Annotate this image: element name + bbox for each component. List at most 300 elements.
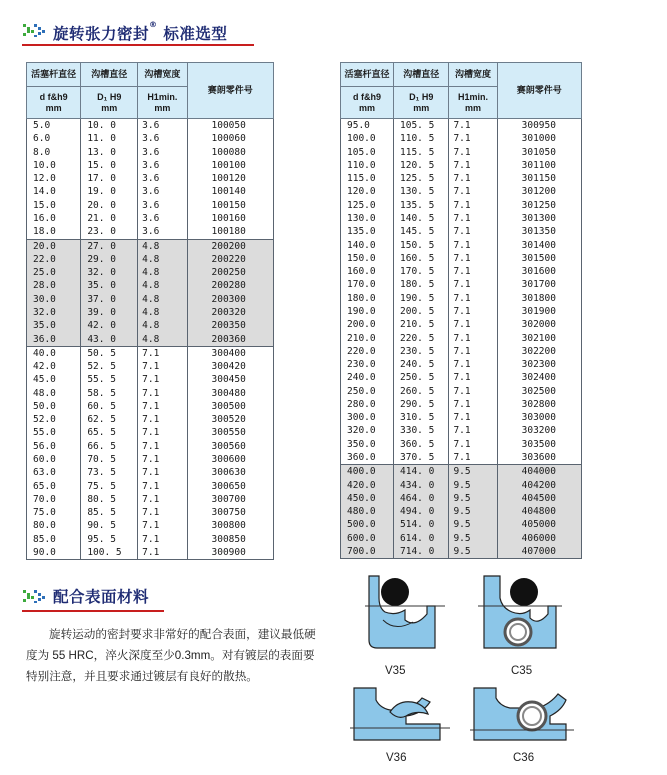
- table-cell: 180. 5: [394, 278, 449, 291]
- table-cell: 400.0: [341, 465, 394, 479]
- header-part-number: 赛朗零件号: [187, 63, 273, 119]
- table-cell: 7.1: [138, 426, 187, 439]
- table-cell: 200250: [187, 266, 273, 279]
- table-cell: 37. 0: [81, 293, 138, 306]
- table-cell: 300800: [187, 519, 273, 532]
- table-row: [27, 239, 274, 253]
- table-cell: 4.8: [138, 253, 187, 266]
- table-cell: 230. 5: [394, 345, 449, 358]
- table-cell: 7.1: [449, 132, 497, 145]
- header-rod-unit: d f&h9 mm: [341, 87, 394, 119]
- table-row: [341, 252, 582, 265]
- header-groove-dia-unit: D₁ H9 mm: [81, 87, 138, 119]
- table-cell: 300950: [497, 119, 581, 133]
- table-row: [27, 266, 274, 279]
- table-row: [341, 278, 582, 291]
- table-cell: 20. 0: [81, 199, 138, 212]
- table-cell: 48.0: [27, 387, 81, 400]
- header-groove-dia-unit: D₁ H9 mm: [394, 87, 449, 119]
- table-cell: 7.1: [449, 199, 497, 212]
- table-cell: 310. 5: [394, 411, 449, 424]
- table-cell: 7.1: [138, 360, 187, 373]
- table-cell: 62. 5: [81, 413, 138, 426]
- table-cell: 210.0: [341, 332, 394, 345]
- table-cell: 494. 0: [394, 505, 449, 518]
- table-row: [341, 345, 582, 358]
- header-rod-diameter: 活塞杆直径: [27, 63, 81, 87]
- table-row: [27, 519, 274, 532]
- table-row: [27, 212, 274, 225]
- table-cell: 9.5: [449, 465, 497, 479]
- table-row: [27, 172, 274, 185]
- table-cell: 614. 0: [394, 532, 449, 545]
- diagram-label-c35: C35: [511, 665, 533, 677]
- table-cell: 130.0: [341, 212, 394, 225]
- table-cell: 58. 5: [81, 387, 138, 400]
- table-row: [27, 279, 274, 292]
- table-row: [341, 371, 582, 384]
- table-cell: 63.0: [27, 466, 81, 479]
- table-cell: 80.0: [27, 519, 81, 532]
- table-cell: 230.0: [341, 358, 394, 371]
- table-cell: 140. 5: [394, 212, 449, 225]
- table-cell: 135. 5: [394, 199, 449, 212]
- table-cell: 35. 0: [81, 279, 138, 292]
- table-cell: 100. 5: [81, 546, 138, 560]
- table-cell: 160. 5: [394, 252, 449, 265]
- table-cell: 302000: [497, 318, 581, 331]
- table-cell: 10. 0: [81, 119, 138, 133]
- table-cell: 290. 5: [394, 398, 449, 411]
- table-cell: 7.1: [138, 373, 187, 386]
- table-cell: 7.1: [138, 506, 187, 519]
- table-row: [27, 453, 274, 466]
- header-groove-diameter: 沟槽直径: [394, 63, 449, 87]
- table-cell: 17. 0: [81, 172, 138, 185]
- table-cell: 301250: [497, 199, 581, 212]
- table-cell: 32.0: [27, 306, 81, 319]
- table-cell: 100140: [187, 185, 273, 198]
- table-row: [27, 225, 274, 239]
- table-cell: 4.8: [138, 319, 187, 332]
- table-cell: 43. 0: [81, 333, 138, 347]
- table-row: [27, 306, 274, 319]
- header-part-number: 赛朗零件号: [497, 63, 581, 119]
- table-cell: 302500: [497, 385, 581, 398]
- table-cell: 42. 0: [81, 319, 138, 332]
- header-groove-width: 沟槽宽度: [449, 63, 497, 87]
- table-row: [27, 480, 274, 493]
- table-row: [27, 185, 274, 198]
- table-cell: 301800: [497, 292, 581, 305]
- table-row: [341, 358, 582, 371]
- table-cell: 30.0: [27, 293, 81, 306]
- table-row: [341, 318, 582, 331]
- table-row: [341, 398, 582, 411]
- table-cell: 125.0: [341, 199, 394, 212]
- table-row: [341, 132, 582, 145]
- table-cell: 100160: [187, 212, 273, 225]
- table-cell: 301200: [497, 185, 581, 198]
- table-cell: 170. 5: [394, 265, 449, 278]
- table-cell: 303000: [497, 411, 581, 424]
- table-cell: 52.0: [27, 413, 81, 426]
- table-row: [341, 199, 582, 212]
- table-row: [341, 212, 582, 225]
- table-cell: 7.1: [138, 453, 187, 466]
- table-cell: 20.0: [27, 239, 81, 253]
- table-cell: 27. 0: [81, 239, 138, 253]
- table-cell: 200200: [187, 239, 273, 253]
- table-cell: 200280: [187, 279, 273, 292]
- table-cell: 52. 5: [81, 360, 138, 373]
- table-row: [27, 387, 274, 400]
- table-cell: 150. 5: [394, 239, 449, 252]
- table-row: [341, 159, 582, 172]
- table-cell: 300750: [187, 506, 273, 519]
- diagram-label-c36: C36: [513, 752, 535, 764]
- table-row: [27, 546, 274, 560]
- table-cell: 110. 5: [394, 132, 449, 145]
- table-row: [27, 199, 274, 212]
- table-cell: 115.0: [341, 172, 394, 185]
- table-cell: 22.0: [27, 253, 81, 266]
- table-cell: 7.1: [449, 332, 497, 345]
- table-cell: 56.0: [27, 440, 81, 453]
- table-cell: 420.0: [341, 479, 394, 492]
- table-cell: 7.1: [449, 345, 497, 358]
- table-cell: 65.0: [27, 480, 81, 493]
- table-cell: 7.1: [449, 212, 497, 225]
- table-cell: 301350: [497, 225, 581, 238]
- table-row: [27, 253, 274, 266]
- table-cell: 3.6: [138, 185, 187, 198]
- table-cell: 300550: [187, 426, 273, 439]
- table-cell: 200350: [187, 319, 273, 332]
- table-row: [341, 438, 582, 451]
- seal-diagram-c35: [478, 572, 562, 656]
- table-cell: 6.0: [27, 132, 81, 145]
- diagram-label-v36: V36: [386, 752, 407, 764]
- table-row: [341, 545, 582, 559]
- table-row: [27, 466, 274, 479]
- table-cell: 180.0: [341, 292, 394, 305]
- table-cell: 7.1: [449, 371, 497, 384]
- table-cell: 407000: [497, 545, 581, 559]
- section-title: 配合表面材料: [53, 588, 150, 606]
- header-width-unit: H1min. mm: [449, 87, 497, 119]
- table-row: [27, 493, 274, 506]
- table-cell: 301400: [497, 239, 581, 252]
- material-paragraph: 旋转运动的密封要求非常好的配合表面，建议最低硬度为 55 HRC，淬火深度至少0.3mm。对有镀层的表面要特别注意，并且要求通过镀层有良好的散热。: [26, 628, 316, 683]
- table-cell: 85. 5: [81, 506, 138, 519]
- table-row: [341, 424, 582, 437]
- table-cell: 66. 5: [81, 440, 138, 453]
- table-cell: 301700: [497, 278, 581, 291]
- table-cell: 7.1: [449, 185, 497, 198]
- table-cell: 11. 0: [81, 132, 138, 145]
- table-row: [341, 505, 582, 518]
- table-cell: 200. 5: [394, 305, 449, 318]
- table-cell: 42.0: [27, 360, 81, 373]
- table-cell: 3.6: [138, 159, 187, 172]
- table-row: [27, 159, 274, 172]
- table-cell: 7.1: [449, 358, 497, 371]
- table-cell: 140.0: [341, 239, 394, 252]
- table-cell: 301500: [497, 252, 581, 265]
- table-cell: 9.5: [449, 505, 497, 518]
- table-cell: 4.8: [138, 239, 187, 253]
- table-cell: 5.0: [27, 119, 81, 133]
- table-cell: 120. 5: [394, 159, 449, 172]
- table-cell: 7.1: [449, 146, 497, 159]
- table-cell: 65. 5: [81, 426, 138, 439]
- table-cell: 55. 5: [81, 373, 138, 386]
- table-cell: 100.0: [341, 132, 394, 145]
- table-cell: 3.6: [138, 212, 187, 225]
- table-cell: 404500: [497, 492, 581, 505]
- table-cell: 14.0: [27, 185, 81, 198]
- table-cell: 3.6: [138, 119, 187, 133]
- table-cell: 200320: [187, 306, 273, 319]
- seal-diagram-c36: [470, 680, 574, 750]
- table-cell: 240.0: [341, 371, 394, 384]
- table-cell: 55.0: [27, 426, 81, 439]
- table-cell: 302100: [497, 332, 581, 345]
- table-cell: 300900: [187, 546, 273, 560]
- selection-table-right: [340, 62, 582, 559]
- table-cell: 85.0: [27, 533, 81, 546]
- table-row: [27, 506, 274, 519]
- table-cell: 170.0: [341, 278, 394, 291]
- table-cell: 7.1: [138, 387, 187, 400]
- table-row: [27, 360, 274, 373]
- table-cell: 4.8: [138, 293, 187, 306]
- table-cell: 100180: [187, 225, 273, 239]
- table-cell: 3.6: [138, 132, 187, 145]
- table-cell: 3.6: [138, 172, 187, 185]
- table-cell: 300420: [187, 360, 273, 373]
- seal-diagram-v35: [365, 572, 445, 656]
- table-cell: 50.0: [27, 400, 81, 413]
- table-cell: 9.5: [449, 492, 497, 505]
- table-cell: 120.0: [341, 185, 394, 198]
- table-row: [27, 533, 274, 546]
- table-cell: 250. 5: [394, 371, 449, 384]
- table-cell: 330. 5: [394, 424, 449, 437]
- table-cell: 8.0: [27, 146, 81, 159]
- table-cell: 240. 5: [394, 358, 449, 371]
- double-arrow-icon: [22, 22, 48, 38]
- header-rod-unit: d f&h9 mm: [27, 87, 81, 119]
- table-cell: 7.1: [449, 159, 497, 172]
- table-cell: 406000: [497, 532, 581, 545]
- table-cell: 35.0: [27, 319, 81, 332]
- table-cell: 40.0: [27, 346, 81, 360]
- table-cell: 90. 5: [81, 519, 138, 532]
- table-cell: 302400: [497, 371, 581, 384]
- table-cell: 7.1: [449, 385, 497, 398]
- table-row: [27, 440, 274, 453]
- table-cell: 301100: [497, 159, 581, 172]
- table-cell: 150.0: [341, 252, 394, 265]
- table-cell: 10.0: [27, 159, 81, 172]
- table-row: [27, 333, 274, 347]
- header-groove-diameter: 沟槽直径: [81, 63, 138, 87]
- table-cell: 95. 5: [81, 533, 138, 546]
- table-cell: 7.1: [449, 239, 497, 252]
- table-cell: 7.1: [449, 424, 497, 437]
- table-cell: 300400: [187, 346, 273, 360]
- table-cell: 4.8: [138, 266, 187, 279]
- table-cell: 9.5: [449, 518, 497, 531]
- table-cell: 7.1: [138, 466, 187, 479]
- header-groove-width: 沟槽宽度: [138, 63, 187, 87]
- table-cell: 12.0: [27, 172, 81, 185]
- table-cell: 73. 5: [81, 466, 138, 479]
- table-cell: 404800: [497, 505, 581, 518]
- table-row: [341, 225, 582, 238]
- table-row: [341, 451, 582, 465]
- header-width-unit: H1min. mm: [138, 87, 187, 119]
- table-row: [341, 532, 582, 545]
- table-cell: 303200: [497, 424, 581, 437]
- table-cell: 130. 5: [394, 185, 449, 198]
- table-cell: 7.1: [138, 519, 187, 532]
- table-cell: 105.0: [341, 146, 394, 159]
- table-cell: 360.0: [341, 451, 394, 465]
- table-cell: 200.0: [341, 318, 394, 331]
- table-cell: 16.0: [27, 212, 81, 225]
- table-cell: 145. 5: [394, 225, 449, 238]
- table-cell: 200300: [187, 293, 273, 306]
- table-cell: 135.0: [341, 225, 394, 238]
- table-cell: 7.1: [138, 413, 187, 426]
- section-title: 旋转张力密封® 标准选型: [53, 20, 228, 44]
- table-cell: 301050: [497, 146, 581, 159]
- table-cell: 7.1: [449, 305, 497, 318]
- table-cell: 9.5: [449, 545, 497, 559]
- table-row: [341, 411, 582, 424]
- table-cell: 300480: [187, 387, 273, 400]
- table-cell: 300450: [187, 373, 273, 386]
- table-cell: 300630: [187, 466, 273, 479]
- seal-diagram-v36: [350, 680, 450, 750]
- table-cell: 480.0: [341, 505, 394, 518]
- section-selection: [22, 20, 254, 46]
- table-cell: 7.1: [138, 400, 187, 413]
- table-row: [341, 332, 582, 345]
- table-cell: 100080: [187, 146, 273, 159]
- table-cell: 7.1: [138, 480, 187, 493]
- table-cell: 300650: [187, 480, 273, 493]
- table-cell: 280.0: [341, 398, 394, 411]
- table-cell: 60. 5: [81, 400, 138, 413]
- table-row: [341, 479, 582, 492]
- table-cell: 300560: [187, 440, 273, 453]
- table-cell: 70. 5: [81, 453, 138, 466]
- table-row: [27, 132, 274, 145]
- table-cell: 23. 0: [81, 225, 138, 239]
- table-cell: 75.0: [27, 506, 81, 519]
- table-row: [341, 172, 582, 185]
- table-cell: 100120: [187, 172, 273, 185]
- table-cell: 7.1: [449, 252, 497, 265]
- table-row: [27, 319, 274, 332]
- table-cell: 404200: [497, 479, 581, 492]
- table-cell: 100150: [187, 199, 273, 212]
- table-cell: 3.6: [138, 199, 187, 212]
- table-cell: 7.1: [449, 451, 497, 465]
- table-row: [341, 292, 582, 305]
- table-cell: 70.0: [27, 493, 81, 506]
- table-cell: 600.0: [341, 532, 394, 545]
- table-cell: 18.0: [27, 225, 81, 239]
- table-cell: 301900: [497, 305, 581, 318]
- table-cell: 36.0: [27, 333, 81, 347]
- table-cell: 7.1: [138, 346, 187, 360]
- table-cell: 7.1: [449, 438, 497, 451]
- table-cell: 300500: [187, 400, 273, 413]
- table-cell: 302300: [497, 358, 581, 371]
- table-row: [341, 239, 582, 252]
- table-row: [27, 426, 274, 439]
- table-cell: 80. 5: [81, 493, 138, 506]
- table-cell: 90.0: [27, 546, 81, 560]
- table-cell: 464. 0: [394, 492, 449, 505]
- table-cell: 450.0: [341, 492, 394, 505]
- table-cell: 301000: [497, 132, 581, 145]
- table-cell: 7.1: [138, 493, 187, 506]
- table-cell: 125. 5: [394, 172, 449, 185]
- table-cell: 250.0: [341, 385, 394, 398]
- table-cell: 260. 5: [394, 385, 449, 398]
- table-cell: 302200: [497, 345, 581, 358]
- table-cell: 301300: [497, 212, 581, 225]
- table-cell: 105. 5: [394, 119, 449, 133]
- table-cell: 4.8: [138, 279, 187, 292]
- table-row: [27, 413, 274, 426]
- header-rod-diameter: 活塞杆直径: [341, 63, 394, 87]
- table-cell: 200360: [187, 333, 273, 347]
- table-cell: 7.1: [449, 318, 497, 331]
- table-cell: 7.1: [449, 292, 497, 305]
- table-cell: 29. 0: [81, 253, 138, 266]
- table-cell: 100100: [187, 159, 273, 172]
- table-row: [341, 465, 582, 479]
- table-cell: 350.0: [341, 438, 394, 451]
- table-row: [27, 146, 274, 159]
- section-material: [22, 586, 164, 612]
- diagram-label-v35: V35: [385, 665, 406, 677]
- table-cell: 300.0: [341, 411, 394, 424]
- table-cell: 100060: [187, 132, 273, 145]
- table-cell: 7.1: [138, 440, 187, 453]
- table-row: [341, 185, 582, 198]
- table-cell: 50. 5: [81, 346, 138, 360]
- table-cell: 300850: [187, 533, 273, 546]
- table-cell: 32. 0: [81, 266, 138, 279]
- table-cell: 95.0: [341, 119, 394, 133]
- table-cell: 4.8: [138, 333, 187, 347]
- table-cell: 7.1: [138, 533, 187, 546]
- table-row: [341, 265, 582, 278]
- table-cell: 160.0: [341, 265, 394, 278]
- table-row: [27, 400, 274, 413]
- table-cell: 714. 0: [394, 545, 449, 559]
- table-row: [341, 305, 582, 318]
- table-row: [341, 119, 582, 133]
